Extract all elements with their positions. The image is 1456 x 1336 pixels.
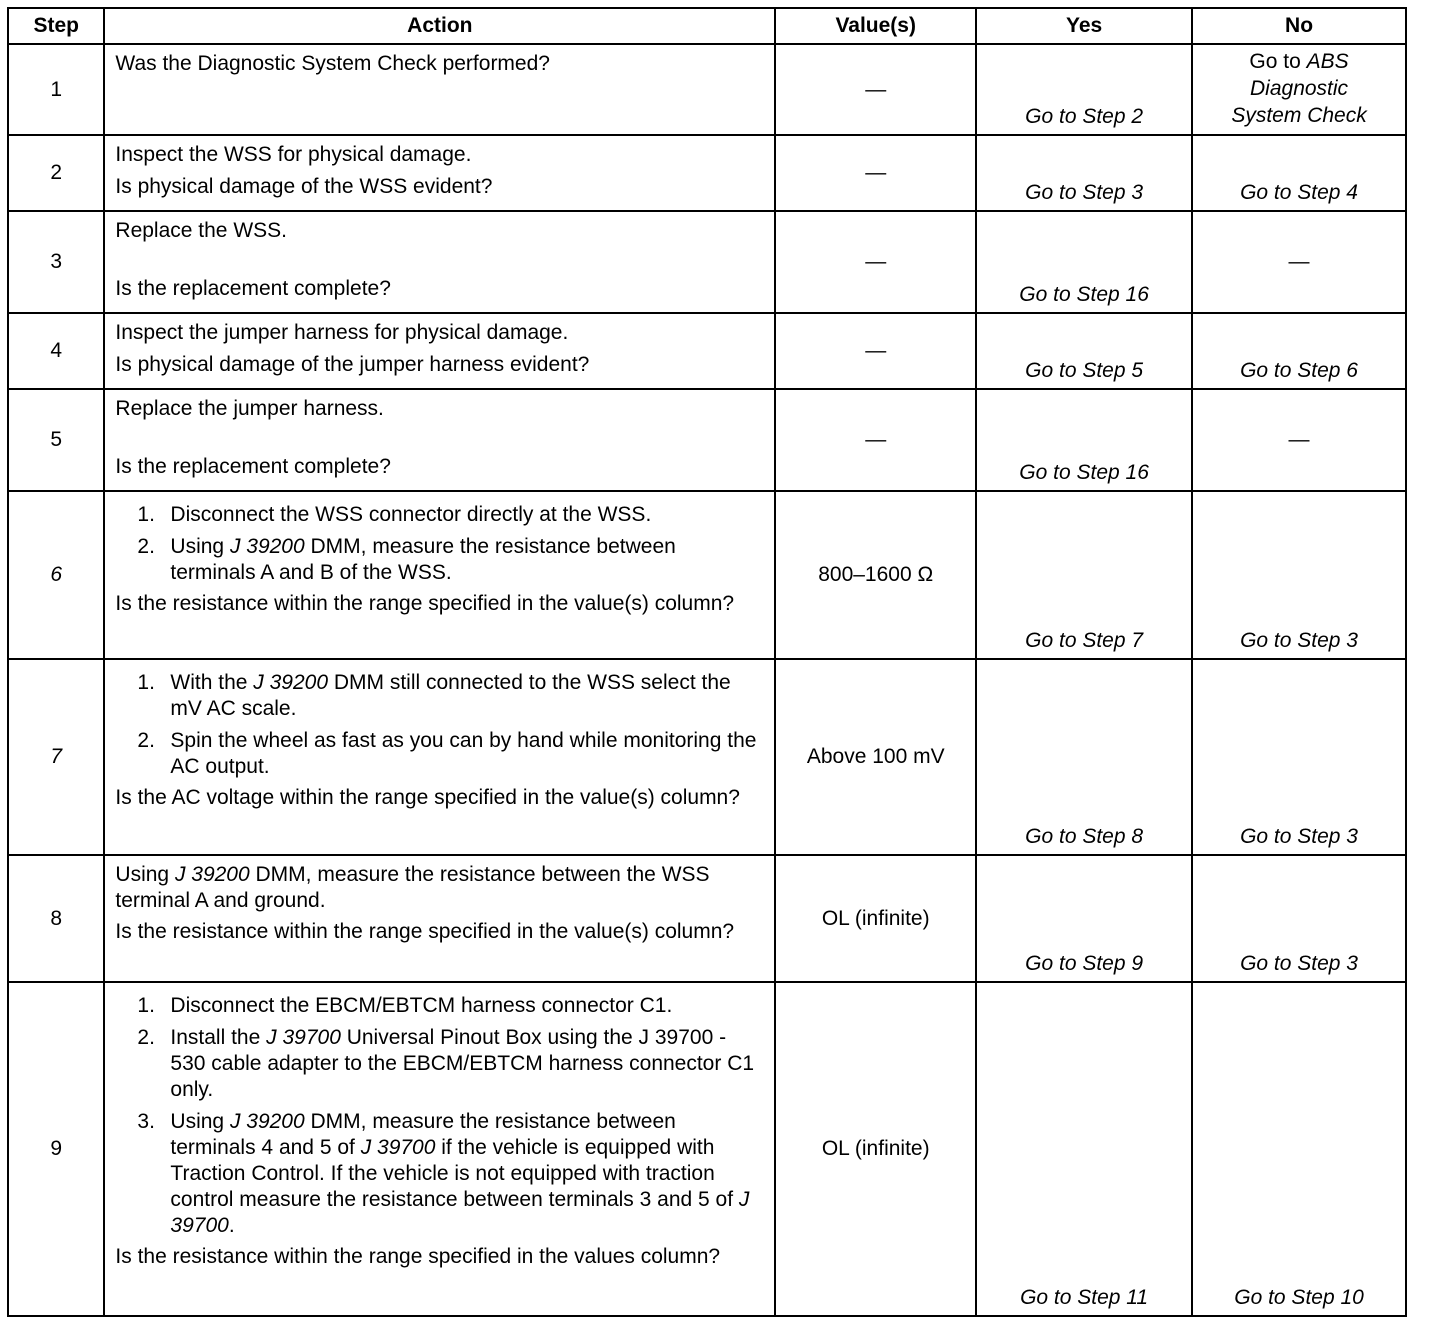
value-cell: —: [775, 313, 976, 389]
no-cell: Go to Step 4: [1192, 135, 1406, 211]
table-row: [8, 659, 1406, 855]
table-row: [8, 982, 1406, 1316]
header-values: Value(s): [775, 8, 976, 44]
action-question: Is the resistance within the range specified in the values column?: [115, 1245, 721, 1268]
action-question: Is physical damage of the jumper harness evident?: [115, 353, 590, 376]
step-number: 6: [8, 491, 104, 659]
action-text: Inspect the WSS for physical damage.: [115, 143, 472, 166]
action-step-item: 2. Install the J 39700 Universal Pinout Box using the J 39700 - 530 cable adapter to the EBCM/EBTCM harness connector C1 only.: [137, 1026, 755, 1101]
no-cell: —: [1192, 211, 1406, 313]
header-action: Action: [104, 8, 775, 44]
no-cell: Go to Step 6: [1192, 313, 1406, 389]
step-number: 9: [8, 982, 104, 1316]
no-cell: —: [1192, 389, 1406, 491]
value-cell: —: [775, 211, 976, 313]
no-link-part: ABS: [1306, 50, 1349, 73]
no-cell: Go to Step 3: [1192, 491, 1406, 659]
value-cell: OL (infinite): [775, 855, 976, 982]
action-text: Inspect the jumper harness for physical damage.: [115, 321, 569, 344]
action-cell: [104, 982, 775, 1316]
no-cell: Go to Step 3: [1192, 659, 1406, 855]
tool-ref: J 39200: [174, 863, 250, 886]
no-prefix: Go to: [1249, 50, 1307, 73]
action-question: Is the resistance within the range specified in the value(s) column?: [115, 592, 735, 615]
tool-ref: J 39200: [253, 671, 329, 694]
step-number: 7: [8, 659, 104, 855]
action-text: Replace the WSS.: [115, 219, 287, 242]
no-cell: Go to Step 3: [1192, 855, 1406, 982]
no-cell: [1192, 44, 1406, 135]
step-number: 5: [8, 389, 104, 491]
header-step: Step: [8, 8, 104, 44]
action-question: Is the replacement complete?: [115, 455, 391, 478]
action-cell: [104, 313, 775, 389]
action-step-item: 1. Disconnect the WSS connector directly at the WSS.: [137, 503, 652, 526]
tool-ref: J 39200: [229, 535, 305, 558]
action-question: Is physical damage of the WSS evident?: [115, 175, 493, 198]
action-step-item: 2. Spin the wheel as fast as you can by hand while monitoring the AC output.: [137, 729, 757, 778]
yes-cell: Go to Step 5: [976, 313, 1192, 389]
action-step-item: 1. With the J 39200 DMM still connected to the WSS select the mV AC scale.: [137, 671, 731, 720]
action-step-item: 3. Using J 39200 DMM, measure the resistance between terminals 4 and 5 of J 39700 if the vehicle is equipped with Traction Control. If the vehicle is not equipped with traction control measure the resistance between terminals 3 and 5 of J 39700.: [137, 1110, 750, 1237]
no-link-part: System Check: [1231, 104, 1367, 127]
action-steps: [115, 993, 764, 1239]
action-step-item: 1. Disconnect the EBCM/EBTCM harness connector C1.: [137, 994, 673, 1017]
action-steps: [115, 670, 764, 780]
value-cell: 800–1600 Ω: [775, 491, 976, 659]
step-number: 4: [8, 313, 104, 389]
step-number: 8: [8, 855, 104, 982]
header-yes: Yes: [976, 8, 1192, 44]
action-text: Was the Diagnostic System Check performed?: [115, 52, 550, 75]
yes-cell: Go to Step 11: [976, 982, 1192, 1316]
no-cell: Go to Step 10: [1192, 982, 1406, 1316]
value-cell: —: [775, 44, 976, 135]
tool-ref: J 39700: [360, 1136, 436, 1159]
action-cell: [104, 44, 775, 135]
value-cell: OL (infinite): [775, 982, 976, 1316]
tool-ref: J 39700: [266, 1026, 341, 1049]
yes-cell: Go to Step 8: [976, 659, 1192, 855]
header-row: [8, 8, 1406, 44]
yes-cell: Go to Step 16: [976, 389, 1192, 491]
step-number: 1: [8, 44, 104, 135]
action-question: Is the replacement complete?: [115, 277, 391, 300]
action-cell: [104, 659, 775, 855]
action-cell: [104, 855, 775, 982]
header-no: No: [1192, 8, 1406, 44]
tool-ref: J 39700: [170, 1188, 750, 1237]
table-row: [8, 389, 1406, 491]
action-text: Using J 39200 DMM, measure the resistance between the WSS terminal A and ground.: [115, 863, 710, 912]
yes-cell: Go to Step 2: [976, 44, 1192, 135]
diagnostic-table: [7, 7, 1407, 1317]
action-question: Is the resistance within the range specified in the value(s) column?: [115, 920, 735, 943]
value-cell: —: [775, 389, 976, 491]
tool-ref: J 39200: [229, 1110, 305, 1133]
table-row: [8, 211, 1406, 313]
step-number: 2: [8, 135, 104, 211]
action-text: Replace the jumper harness.: [115, 397, 384, 420]
action-cell: [104, 211, 775, 313]
value-cell: —: [775, 135, 976, 211]
table-row: [8, 44, 1406, 135]
yes-cell: Go to Step 16: [976, 211, 1192, 313]
yes-cell: Go to Step 7: [976, 491, 1192, 659]
no-link-part: Diagnostic: [1250, 77, 1349, 100]
table-row: [8, 135, 1406, 211]
action-steps: [115, 502, 764, 586]
action-cell: [104, 491, 775, 659]
table-row: [8, 491, 1406, 659]
yes-cell: Go to Step 3: [976, 135, 1192, 211]
action-step-item: 2. Using J 39200 DMM, measure the resistance between terminals A and B of the WSS.: [137, 535, 676, 584]
step-number: 3: [8, 211, 104, 313]
action-cell: [104, 389, 775, 491]
action-cell: [104, 135, 775, 211]
value-cell: Above 100 mV: [775, 659, 976, 855]
table-row: [8, 855, 1406, 982]
yes-cell: Go to Step 9: [976, 855, 1192, 982]
action-question: Is the AC voltage within the range specified in the value(s) column?: [115, 786, 740, 809]
table-row: [8, 313, 1406, 389]
